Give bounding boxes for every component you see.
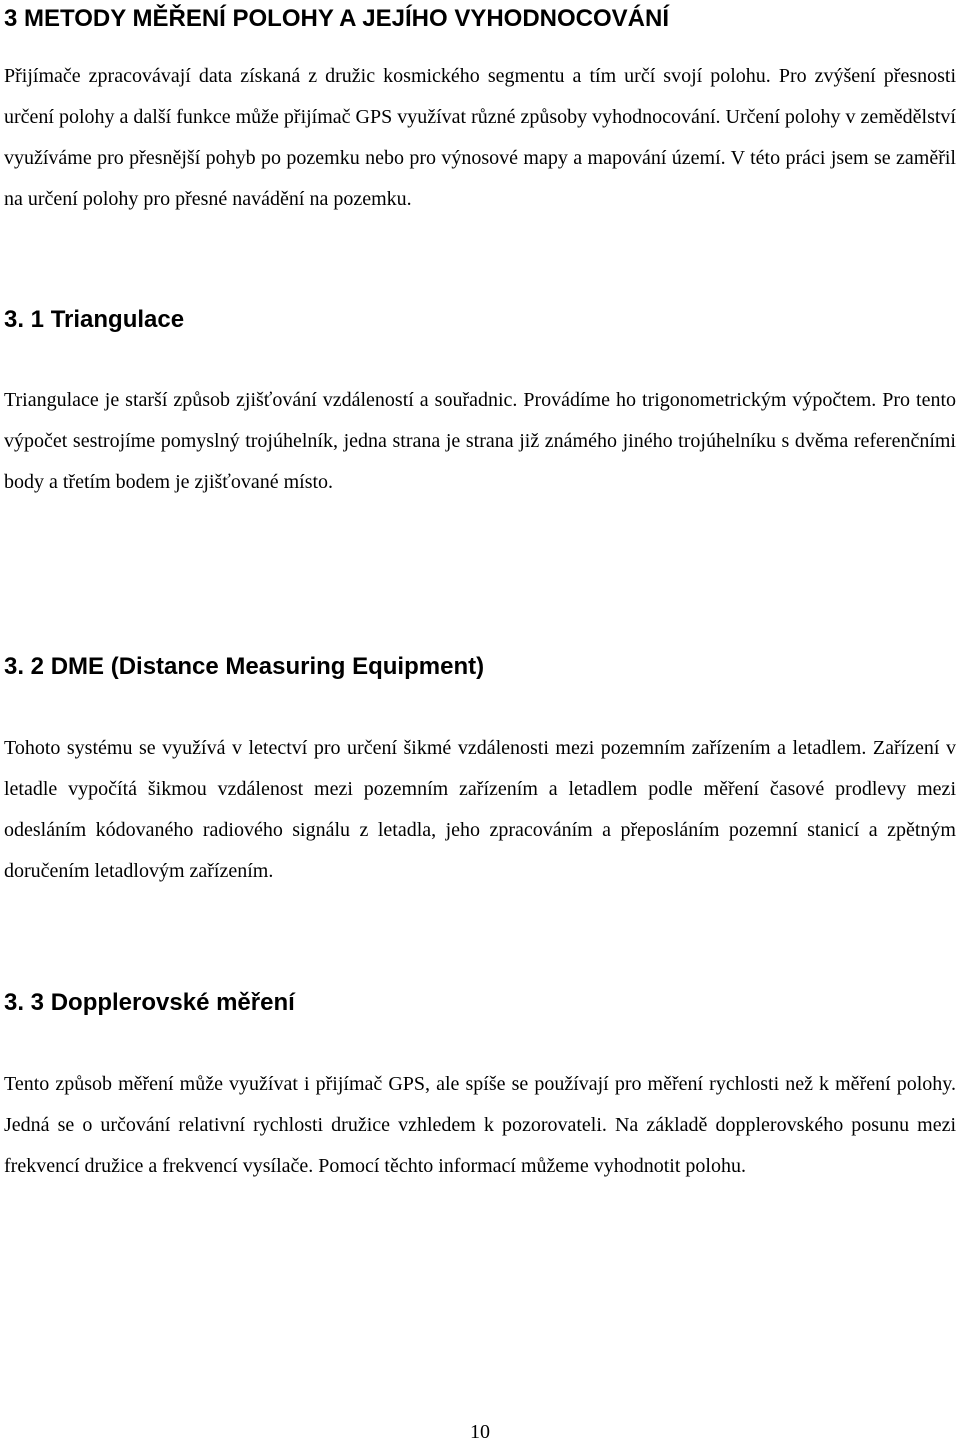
section-paragraph-triangulation: Triangulace je starší způsob zjišťování vzdáleností a souřadnic. Provádíme ho trigonometrickým výpočtem. Pro tento výpočet sestrojíme pomyslný trojúhelník, jedna strana je strana již známého jiného trojúhelníku s dvěma referenčními body a třetím bodem je zjišťované místo. xyxy=(4,389,956,493)
section-paragraph-dme: Tohoto systému se využívá v letectví pro určení šikmé vzdálenosti mezi pozemním zařízením a letadlem. Zařízení v letadle vypočítá šikmou vzdálenost mezi pozemním zařízením a letadlem podle měření časové prodlevy mezi odesláním kódovaného radiového signálu z letadla, jeho zpracováním a přeposláním pozemní stanicí a zpětným doručením letadlovým zařízením. xyxy=(4,737,956,882)
section-heading-triangulation: 3. 1 Triangulace xyxy=(4,306,185,333)
chapter-title: 3 METODY MĚŘENÍ POLOHY A JEJÍHO VYHODNOCOVÁNÍ xyxy=(4,5,670,32)
chapter-intro-paragraph: Přijímače zpracovávají data získaná z družic kosmického segmentu a tím určí svojí polohu. Pro zvýšení přesnosti určení polohy a další funkce může přijímač GPS využívat různé způsoby vyhodnocování. Určení polohy v zemědělství využíváme pro přesnější pohyb po pozemku nebo pro výnosové mapy a mapování území. V této práci jsem se zaměřil na určení polohy pro přesné navádění na pozemku. xyxy=(4,65,956,210)
section-heading-doppler: 3. 3 Dopplerovské měření xyxy=(4,989,295,1016)
section-paragraph-doppler: Tento způsob měření může využívat i přijímač GPS, ale spíše se používají pro měření rychlosti než k měření polohy. Jedná se o určování relativní rychlosti družice vzhledem k pozorovateli. Na základě dopplerovského posunu mezi frekvencí družice a frekvencí vysílače. Pomocí těchto informací můžeme vyhodnotit polohu. xyxy=(4,1073,956,1177)
page-number: 10 xyxy=(470,1421,490,1443)
section-heading-dme: 3. 2 DME (Distance Measuring Equipment) xyxy=(4,653,485,680)
